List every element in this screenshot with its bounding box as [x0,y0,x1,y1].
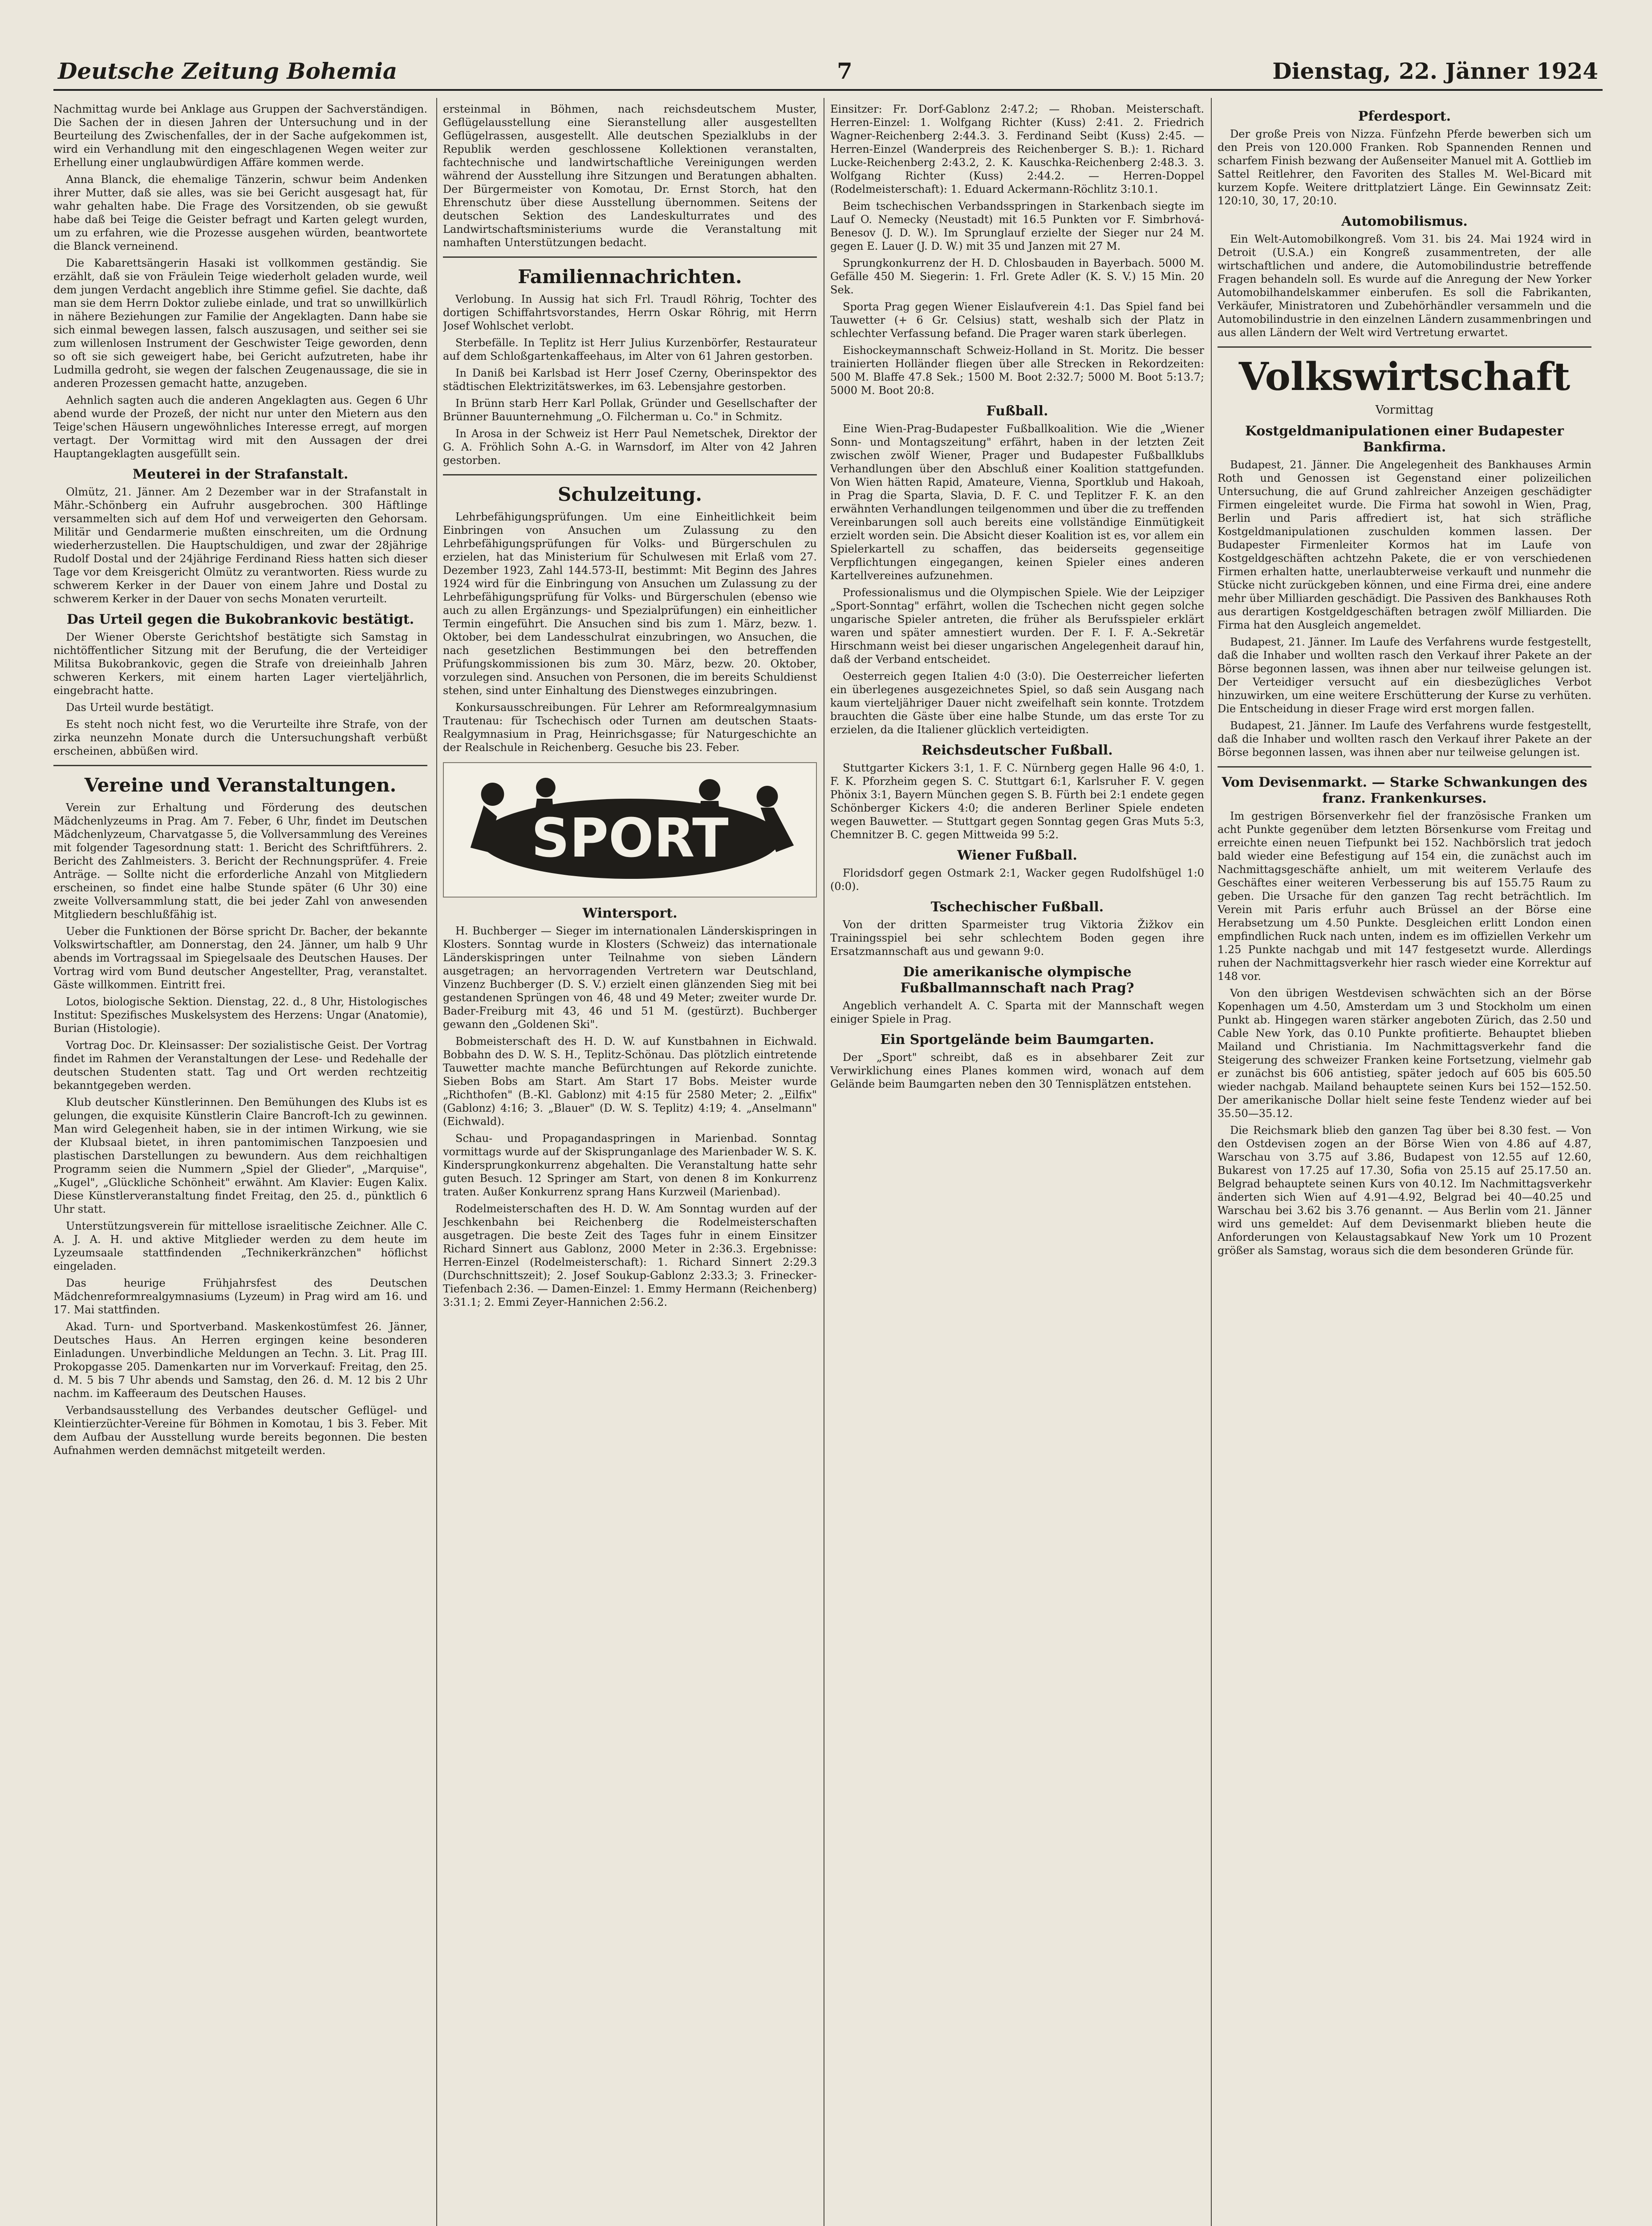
sport-illustration [443,762,817,898]
article-paragraph: In Daniß bei Karlsbad ist Herr Josef Czerny, Oberinspektor des städtischen Elektrizitätswerkes, im 63. Lebensjahre gestorben. [443,367,817,393]
article-paragraph: Verein zur Erhaltung und Förderung des deutschen Mädchenlyzeums in Prag. Am 7. Feber, 6 Uhr, findet im Deutschen Mädchenlyzeum, Charvatgasse 5, die Vollversammlung des Vereines mit folgender Tagesordnung statt: 1. Bericht des Schriftführers. 2. Bericht des Zahlmeisters. 3. Bericht der Rechnungsprüfer. 4. Freie Anträge. — Sollte nicht die erforderliche Anzahl von Mitgliedern erscheinen, so findet eine halbe Stunde später (6 Uhr 30) eine zweite Vollversammlung statt, die bei jeder Zahl von anwesenden Mitgliedern beschlußfähig ist. [53,801,427,921]
column-rule [1211,98,1212,2226]
article-paragraph: Floridsdorf gegen Ostmark 2:1, Wacker gegen Rudolfshügel 1:0 (0:0). [830,867,1204,893]
column-1 [53,102,427,2226]
article-paragraph: Budapest, 21. Jänner. Im Laufe des Verfahrens wurde festgestellt, daß die Inhaber und wollten rasch den Verkauf ihrer Pakete an der Börse begonnen lassen, was ihnen aber nur teilweise gelungen ist. [1218,719,1591,759]
article-paragraph: Verlobung. In Aussig hat sich Frl. Traudl Röhrig, Tochter des dortigen Schiffahrtsvorstandes, Herrn Oskar Röhrig, mit Herrn Josef Wohlschet verlobt. [443,293,817,332]
headline-pferde: Pferdesport. [1358,109,1451,124]
headline-winter: Wintersport. [582,906,678,921]
article-paragraph: In Arosa in der Schweiz ist Herr Paul Nemetschek, Direktor der G. A. Fröhlich Sohn A.-G. in Warnsdorf, im Alter von 42 Jahren gestorben. [443,427,817,467]
article-paragraph: Sprungkonkurrenz der H. D. Chlosbauden in Bayerbach. 5000 M. Gefälle 450 M. Siegerin: 1. Frl. Grete Adler (K. S. V.) 15 Min. 20 Sek. [830,257,1204,296]
headline-auto: Automobilismus. [1341,214,1468,229]
article-paragraph: Einsitzer: Fr. Dorf-Gablonz 2:47.2; — Rhoban. Meisterschaft. Herren-Einzel: 1. Wolfgang Richter (Kuss) 2:41. 2. Friedrich Wagner-Reichenberg 2:44.3. 3. Ferdinand Seibt (Kuss) 2:45. — Herren-Einzel (Wanderpreis des Reichenberger S. B.): 1. Richard Lucke-Reichenberg 2:43.2, 2. K. Kauschka-Reichenberg 2:48.3. 3. Wolfgang Richter (Kuss) 2:44.2. — Herren-Doppel (Rodelmeisterschaft): 1. Eduard Ackermann-Röchlitz 3:10.1. [830,103,1204,195]
section-title-familie: Familiennachrichten. [518,266,742,288]
headline-kostgeld: Kostgeldmanipulationen einer Budapester Bankfirma. [1245,423,1564,455]
article-paragraph: In Brünn starb Herr Karl Pollak, Gründer und Gesellschafter der Brünner Bauunternehmung „O. Filcherman u. Co." in Schmitz. [443,397,817,423]
article-paragraph: Schau- und Propagandaspringen in Marienbad. Sonntag vormittags wurde auf der Skisprunganlage des Marienbader W. S. K. Kindersprungkonkurrenz abgehalten. Die Veranstaltung hatte sehr guten Besuch. 12 Springer am Start, von denen 8 im Konkurrenz traten. Außer Konkurrenz sprang Hans Kurzweil (Marienbad). [443,1132,817,1198]
page-number: 7 [837,58,852,84]
article-paragraph: Professionalismus und die Olympischen Spiele. Wie der Leipziger „Sport-Sonntag" erfährt, wollen die Tschechen nicht gegen solche ungarische Spieler antreten, die früher als Berufsspieler erklärt waren und später amnestiert wurden. Der F. I. F. A.-Sekretär Hirschmann weist bei dieser ungarischen Angelegenheit darauf hin, daß der Verband entscheidet. [830,586,1204,666]
column-3 [830,102,1204,2226]
article-paragraph: Sporta Prag gegen Wiener Eislaufverein 4:1. Das Spiel fand bei Tauwetter (+ 6 Gr. Celsius) statt, weshalb sich der Platz in schlechter Verfassung befand. Die Prager waren stark überlegen. [830,301,1204,340]
article-paragraph: Beim tschechischen Verbandsspringen in Starkenbach siegte im Lauf O. Nemecky (Neustadt) mit 16.5 Punkten vor F. Simbrhová-Benesov (J. D. W.). Im Sprunglauf erzielte der Sieger nur 24 M. gegen E. Lauer (J. D. W.) mit 35 und Janzen mit 27 M. [830,200,1204,252]
article-paragraph: Sterbefälle. In Teplitz ist Herr Julius Kurzenbörfer, Restaurateur auf dem Schloßgartenkaffeehaus, im Alter von 61 Jahren gestorben. [443,337,817,362]
headline-urteil: Das Urteil gegen die Bukobrankovic bestätigt. [66,612,414,627]
article-paragraph: Vortrag Doc. Dr. Kleinsasser: Der sozialistische Geist. Der Vortrag findet im Rahmen der Veranstaltungen der Lese- und Redehalle der deutschen Studenten statt. Tag und Ort werden rechtzeitig bekanntgegeben werden. [53,1039,427,1092]
article-paragraph: Das Urteil wurde bestätigt. [66,701,214,714]
article-paragraph: Das heurige Frühjahrsfest des Deutschen Mädchenreformrealgymnasiums (Lyzeum) in Prag wird am 16. und 17. Mai stattfinden. [53,1277,427,1316]
issue-date: Dienstag, 22. Jänner 1924 [1272,58,1598,84]
article-paragraph: Lehrbefähigungsprüfungen. Um eine Einheitlichkeit beim Einbringen von Ansuchen um Zulassung zu den Lehrbefähigungsprüfungen für Volks- und Bürgerschulen zu erzielen, hat das Ministerium für Schulwesen mit Erlaß vom 27. Dezember 1923, Zahl 144.573-II, bestimmt: Mit Beginn des Jahres 1924 wird für die Einbringung von Ansuchen um Zulassung zu der Lehrbefähigungsprüfung für Volks- und Bürgerschulen (ebenso wie auch zu allen Ergänzungs- und Spezialprüfungen) ein einheitlicher Termin eingeführt. Die Ansuchen sind bis zum 1. März, bezw. 1. Oktober, bei dem Landesschulrat einzubringen, wo Ansuchen, die nach gesetzlichen Bestimmungen bei den betreffenden Prüfungskommissionen bis zum 30. März, bezw. 20. Oktober, vorzulegen sind. Ansuchen von Personen, die im bereits Schuldienst stehen, sind unter Einhaltung des Dienstweges einzubringen. [443,511,817,697]
article-paragraph: Von den übrigen Westdevisen schwächten sich an der Börse Kopenhagen um 4.50, Amsterdam um 3 und Stockholm um einen Punkt ab. Hingegen waren stärker angeboten Zürich, das 2.50 und Cable New York, das 0.10 Punkte profitierte. Behauptet blieben Mailand und Christiania. Im Nachmittagsverkehr fand die Steigerung des schweizer Franken keine Fortsetzung, vielmehr gab er zunächst bis 606 antistieg, später jedoch auf 605 bis 605.50 wieder nachgab. Mailand behauptete seinen Kurs bei 152—152.50. Der amerikanische Dollar hielt seine feste Tendenz wieder auf bei 35.50—35.12. [1218,987,1591,1120]
article-paragraph: Angeblich verhandelt A. C. Sparta mit der Mannschaft wegen einiger Spiele in Prag. [830,999,1204,1025]
article-paragraph: Es steht noch nicht fest, wo die Verurteilte ihre Strafe, von der zirka neunzehn Monate durch die Untersuchungshaft verbüßt erscheinen, abbüßen wird. [53,718,427,757]
article-paragraph: Anna Blanck, die ehemalige Tänzerin, schwur beim Andenken ihrer Mutter, daß sie alles, was sie bei Gericht ausgesagt hat, für wahr gehalten habe. Die Frage des Vorsitzenden, ob sie gewußt habe daß bei Teige die Geister befragt und Karten gelegt wurden, um zu erfahren, wie die Prozesse ausgehen würden, beantwortete die Blanck verneinend. [53,173,427,252]
section-title-vereine: Vereine und Veranstaltungen. [84,774,397,796]
article-paragraph: Der große Preis von Nizza. Fünfzehn Pferde bewerben sich um den Preis von 120.000 Franken. Rob Spannenden Rennen und scharfem Finish bezwang der Außenseiter Manuel mit A. Gottlieb im Sattel Reitlehrer, den Favoriten des Stalles M. Wel-Bicard mit kurzem Kopfe. Weitere drittplatziert Länge. Ein Gewinnsatz Zeit: 120:10, 30, 17, 20:10. [1218,128,1591,207]
article-paragraph: Aehnlich sagten auch die anderen Angeklagten aus. Gegen 6 Uhr abend wurde der Prozeß, der nicht nur unter den Mietern aus den Teige'schen Häusern ungewöhnliches Interesse erregt, auf morgen vertagt. Der Vormittag wird mit den Aussagen der drei Hauptangeklagten ausgefüllt sein. [53,394,427,460]
article-paragraph: Stuttgarter Kickers 3:1, 1. F. C. Nürnberg gegen Halle 96 4:0, 1. F. K. Pforzheim gegen S. C. Stuttgart 6:1, Karlsruher F. V. gegen Phönix 3:1, Bayern München gegen S. B. Fürth bei 2:1 endete gegen Schönberger Kickers 4:0; die anderen Berliner Spiele endeten wegen Bauwetter. — Stuttgart gegen Sonntag gegen Gras Muts 5:3, Chemnitzer B. C. gegen Mittweida 99 5:2. [830,762,1204,841]
headline-tsch: Tschechischer Fußball. [930,899,1104,915]
section-divider [443,256,817,258]
headline-olymp: Die amerikanische olympische Fußballmannschaft nach Prag? [900,964,1134,996]
article-paragraph: Eishockeymannschaft Schweiz-Holland in St. Moritz. Die besser trainierten Holländer fliegen über alle Strecken in Rekordzeiten: 500 M. Blaffe 47.8 Sek.; 1500 M. Boot 2:32.7; 5000 M. Boot 5:13.7; 5000 M. Boot 20:8. [830,344,1204,397]
article-paragraph: Unterstützungsverein für mittellose israelitische Zeichner. Alle C. A. J. A. H. und aktive Mitglieder werden zu dem heute im Lyzeumsaale stattfindenden „Technikerkränzchen" höflichst eingeladen. [53,1220,427,1272]
article-paragraph: Die Reichsmark blieb den ganzen Tag über bei 8.30 fest. — Von den Ostdevisen zogen an der Börse Wien von 4.86 auf 4.87, Warschau von 3.75 auf 3.86, Budapest von 12.55 auf 12.60, Bukarest von 17.25 auf 17.30, Sofia von 25.15 auf 25.17.50 an. Belgrad behauptete seinen Kurs von 40.12. Im Nachmittagsverkehr änderten sich Wien auf 4.91—4.92, Belgrad bei 40—40.25 und Warschau bei 3.62 bis 3.76 genannt. — Aus Berlin vom 21. Jänner wird uns gemeldet: Auf dem Devisenmarkt blieben heute die Anforderungen von Kelaustagsabkauf New York um 10 Prozent größer als Samstag, woraus sich die dem besonderen Gründe für. [1218,1124,1591,1257]
column-2 [443,102,817,2226]
section-divider [1218,346,1591,348]
sport-word: SPORT [531,807,729,870]
article-paragraph: ersteinmal in Böhmen, nach reichsdeutschem Muster, Geflügelausstellung eine Sieranstellung aller ausgestellten Geflügelrassen, ausgestellt. Alle deutschen Spezialklubs in der Republik werden geschlossene Kollektionen veranstalten, fachtechnische und landwirtschaftliche Vereinigungen werden während der Ausstellung ihre Sitzungen und Beratungen abhalten. Der Bürgermeister von Komotau, Dr. Ernst Storch, hat den Ehrenschutz über diese Ausstellung übernommen. Seitens der deutschen Sektion des Landeskulturrates und des Landwirtschaftsministeriums wurde die Veranstaltung mit namhaften Unterstützungen bedacht. [443,103,817,249]
page-header [53,49,1603,91]
section-divider [443,474,817,475]
article-paragraph: Bobmeisterschaft des H. D. W. auf Kunstbahnen in Eichwald. Bobbahn des D. W. S. H., Teplitz-Schönau. Das plötzlich eintretende Tauwetter machte manche Befürchtungen auf Rekorde zunichte. Sieben Bobs am Start. Am Start 17 Bobs. Meister wurde „Richthofen" (B.-Kl. Gablonz) mit 4:15 für 2580 Meter; 2. „Eilfix" (Gablonz) 4:16; 3. „Blauer" (D. W. S. Teplitz) 4:19; 4. „Anselmann" (Eichwald). [443,1035,817,1128]
headline-meuterei: Meuterei in der Strafanstalt. [132,467,349,482]
article-paragraph: Lotos, biologische Sektion. Dienstag, 22. d., 8 Uhr, Histologisches Institut: Spezifisches Muskelsystem des Herzens: Ungar (Anatomie), Burian (Histologie). [53,995,427,1035]
headline-wiener: Wiener Fußball. [957,848,1077,863]
article-paragraph: Akad. Turn- und Sportverband. Maskenkostümfest 26. Jänner, Deutsches Haus. An Herren ergingen keine besonderen Einladungen. Unverbindliche Meldungen an Techn. 3. Lit. Prag III. Prokopgasse 205. Damenkarten nur im Vorverkauf: Freitag, den 25. d. M. 5 bis 7 Uhr abends und Samstag, den 26. d. M. 12 bis 2 Uhr nachm. im Kaffeeraum des Deutschen Hauses. [53,1320,427,1400]
section-subtitle: Vormittag [1375,403,1434,417]
column-4 [1218,102,1591,2226]
section-title-schule: Schulzeitung. [558,483,702,505]
article-paragraph: Ein Welt-Automobilkongreß. Vom 31. bis 24. Mai 1924 wird in Detroit (U.S.A.) ein Kongreß zusammentreten, der alle wirtschaftlichen und andere, die Automobilindustrie betreffende Fragen behandeln soll. Es wurde auf die Anregung der New Yorker Automobilhandelskammer einberufen. Es soll die Fabrikanten, Verkäufer, Ministratoren und Zubehörhändler versammeln und die Automobilindustrie in den einzelnen Ländern zusammenbringen und aus allen Ländern der Welt wird Vertretung erwartet. [1218,233,1591,339]
article-paragraph: Rodelmeisterschaften des H. D. W. Am Sonntag wurden auf der Jeschkenbahn bei Reichenberg die Rodelmeisterschaften ausgetragen. Die beste Zeit des Tages fuhr in einem Einsitzer Richard Sinnert aus Gablonz, 2000 Meter in 2:36.3. Ergebnisse: Herren-Einzel (Rodelmeisterschaft): 1. Richard Sinnert 2:29.3 (Durchschnittszeit); 2. Josef Soukup-Gablonz 2:33.3; 3. Frinecker-Tiefenbach 2:36. — Damen-Einzel: 1. Emmy Hermann (Reichenberg) 3:31.1; 2. Emmi Zeyer-Hannichen 2:56.2. [443,1202,817,1308]
article-paragraph: Die Kabarettsängerin Hasaki ist vollkommen geständig. Sie erzählt, daß sie von Fräulein Teige wiederholt geladen wurde, weil dem jungen Verdacht angeblich ihre Stimme gefiel. Sie dachte, daß man sie dem Herrn Doktor zuliebe einlade, und trat so unwillkürlich in nähere Beziehungen zur Familie der Angeklagten. Dann habe sie sich einmal bewegen lassen, falsch auszusagen, und seither sei sie zum willenlosen Instrument der Geschwister Teige geworden, denn so oft sie sich geweigert habe, bei Gericht aufzutreten, habe ihr Ludmilla gedroht, sie wegen der falschen Zeugenaussage, die sie in anderen Prozessen gemacht hatte, anzugeben. [53,257,427,390]
article-paragraph: Im gestrigen Börsenverkehr fiel der französische Franken um acht Punkte gegenüber dem letzten Börsenkurse vom Freitag und erreichte einen neuen Tiefpunkt bei 152. Nachbörslich trat jedoch bald wieder eine Befestigung auf 154 ein, die zunächst auch im Nachmittagsgeschäfte anhielt, um mit weiterem Verlaufe des Geschäftes einer weiteren Verbesserung bis auf 155.75 Raum zu geben. Die Ursache für den ganzen Tag recht beträchtlich. Im Verein mit Paris erfuhr auch Brüssel an der Börse eine Herabsetzung um 4.50 Punkte. Desgleichen erlitt London einen empfindlichen Ruck nach unten, indem es im offiziellen Verkehr um 1.25 Punkte nachgab und mit 147 festgesetzt wurde. Allerdings ruhen der Nachmittagsverkehr hier rasch wieder eine Korrektur auf 148 vor. [1218,810,1591,983]
headline-ski: Ein Sportgelände beim Baumgarten. [880,1032,1154,1048]
article-paragraph: Eine Wien-Prag-Budapester Fußballkoalition. Wie die „Wiener Sonn- und Montagszeitung" erfährt, haben in der letzten Zeit zwischen zwölf Wiener, Prager und Budapester Fußballklubs Verhandlungen über den Abschluß einer Koalition stattgefunden. Von Wien hätten Rapid, Amateure, Vienna, Sportklub und Hakoah, in Prag die Sparta, Slavia, D. F. C. und Teplitzer F. K. an den erwähnten Verhandlungen teilgenommen und über die zu treffenden Vereinbarungen soll auch bereits eine vollständige Einmütigkeit erzielt worden sein. Die Absicht dieser Koalition ist es, vor allem ein Spielerkartell zu schaffen, das beiderseits gegenseitige Verpflichtungen eingegangen, keinen Spieler eines anderen Kartellvereines aufzunehmen. [830,422,1204,582]
article-paragraph: H. Buchberger — Sieger im internationalen Länderskispringen in Klosters. Sonntag wurde in Klosters (Schweiz) das internationale Länderskispringen unter Teilnahme von sieben Ländern ausgetragen; an hervorragenden Vertretern war Deutschland, Vinzenz Buchberger (D. S. V.) erzielt einen glänzenden Sieg mit bei gestandenen Sprüngen von 46, 48 und 49 Meter; zweiter wurde Dr. Bader-Freiburg mit 43, 46 und 51 M. (gestürzt). Buchberger gewann den „Goldenen Ski". [443,925,817,1031]
section-divider [53,765,427,766]
article-paragraph: Verbandsausstellung des Verbandes deutscher Geflügel- und Kleintierzüchter-Vereine für Böhmen in Komotau, 1 bis 3. Feber. Mit dem Aufbau der Ausstellung wurde bereits begonnen. Die besten Aufnahmen werden demnächst mitgeteilt werden. [53,1404,427,1457]
article-paragraph: Konkursausschreibungen. Für Lehrer am Reformrealgymnasium Trautenau: für Tschechisch oder Turnen am deutschen Staats-Realgymnasium in Prag, Heinrichsgasse; für Naturgeschichte an der Realschule in Reichenberg. Gesuche bis 23. Feber. [443,701,817,754]
column-rule [436,98,437,2226]
section-divider [1218,766,1591,768]
article-paragraph: Nachmittag wurde bei Anklage aus Gruppen der Sachverständigen. Die Sachen der in diesen Jahren der Untersuchung und in der Beurteilung des Zwischenfalles, der in der Sache aufgekommen ist, wird ein Verhandlung mit den eingeschlagenen Wegen weiter zur Erhellung einer unglaubwürdigen Affäre kommen werde. [53,103,427,169]
article-paragraph: Budapest, 21. Jänner. Im Laufe des Verfahrens wurde festgestellt, daß die Inhaber und wollten rasch den Verkauf ihrer Pakete an der Börse begonnen lassen, was ihnen aber nur teilweise gelungen ist. Der Verteidiger versucht auf ein diesbezügliches Verbot hinzuwirken, um eine weitere Erschütterung der Kurse zu verhüten. Die Entscheidung in dieser Frage wird erst morgen fallen. [1218,636,1591,715]
article-paragraph: Olmütz, 21. Jänner. Am 2 Dezember war in der Strafanstalt in Mähr.-Schönberg ein Aufruhr ausgebrochen. 300 Häftlinge versammelten sich auf dem Hof und verweigerten den Gehorsam. Militär und Gendarmerie mußten einschreiten, um die Ordnung wiederherzustellen. Die Hauptschuldigen, und zwar der 28jährige Rudolf Dostal und der 24jährige Ferdinand Riess hatten sich dieser Tage vor dem Kreisgericht Olmütz zu verantworten. Riess wurde zu schwerem Kerker in der Dauer von einem Jahre und Dostal zu schwerem Kerker in der Dauer von sechs Monaten verurteilt. [53,486,427,605]
article-paragraph: Klub deutscher Künstlerinnen. Den Bemühungen des Klubs ist es gelungen, die exquisite Künstlerin Claire Bancroft-Ich zu gewinnen. Man wird Gelegenheit haben, sie in der intimen Wirkung, wie sie der Klubsaal bietet, in ihren pantomimischen Tanzpoesien und plastischen Darstellungen zu bewundern. Aus dem reichhaltigen Programm seien die Nummern „Spiel der Glieder", „Marquise", „Kugel", „Glückliche Schönheit" erwähnt. Am Klavier: Eugen Kalix. Diese Künstlerveranstaltung findet Freitag, den 25. d., pünktlich 6 Uhr statt. [53,1096,427,1215]
article-paragraph: Der Wiener Oberste Gerichtshof bestätigte sich Samstag in nichtöffentlicher Sitzung mit der Berufung, die der Verteidiger Militsa Bukobrankovic, gegen die Strafe von dreieinhalb Jahren schweren Kerkers, mit einem harten Lager vierteljährlich, eingebracht hatte. [53,631,427,697]
paper-name: Deutsche Zeitung Bohemia [58,58,398,84]
article-paragraph: Oesterreich gegen Italien 4:0 (3:0). Die Oesterreicher lieferten ein überlegenes ausgezeichnetes Spiel, so daß sein Ausgang nach kaum vierteljähriger Dauer nicht zweifelhaft sein konnte. Trotzdem brauchten die Gäste über eine halbe Stunde, um das erste Tor zu erzielen, da die Italiener glücklich verteidigten. [830,670,1204,736]
section-title-volkswirtschaft: Volkswirtschaft [1238,354,1571,399]
headline-devisen: Vom Devisenmarkt. — Starke Schwankungen des franz. Frankenkurses. [1222,775,1587,806]
headline-fussball: Fußball. [986,403,1048,419]
article-paragraph: Der „Sport" schreibt, daß es in absehbarer Zeit zur Verwirklichung eines Planes kommen wird, wonach auf dem Gelände beim Baumgarten neben den 30 Tennisplätzen entstehen. [830,1051,1204,1090]
article-paragraph: Von der dritten Sparmeister trug Viktoria Žižkov ein Trainingsspiel bei sehr schlechtem Boden gegen ihre Ersatzmannschaft aus und gewann 9:0. [830,918,1204,958]
sport-figures-icon [444,763,816,897]
headline-reich: Reichsdeutscher Fußball. [921,743,1113,758]
article-paragraph: Budapest, 21. Jänner. Die Angelegenheit des Bankhauses Armin Roth und Genossen ist Gegenstand einer polizeilichen Untersuchung, die auf Grund zahlreicher Anzeigen geschädigter Firmen eingeleitet wurde. Die Firma hat sowohl in Wien, Prag, Berlin und Paris affrediert ist, hat sich sträfliche Kostgeldmanipulationen zuschulden kommen lassen. Der Budapester Firmenleiter Kormos hat im Laufe von Kostgeldgeschäften achtzehn Pakete, die er von verschiedenen Firmen erhalten hatte, unerlaubterweise verkauft und nunmehr die Stücke nicht zurückgeben können, und eine Firma drei, eine andere mehr über Milliarden geschädigt. Die Passiven des Bankhauses Roth aus derartigen Kostgeldgeschäften betragen zwölf Milliarden. Die Firma hat den Ausgleich angemeldet. [1218,459,1591,631]
article-paragraph: Ueber die Funktionen der Börse spricht Dr. Bacher, der bekannte Volkswirtschaftler, am Donnerstag, den 24. Jänner, um halb 9 Uhr abends im Vortragssaal im Spiegelsaale des Deutschen Hauses. Der Vortrag wird vom Bund deutscher Angestellter, Prag, veranstaltet. Gäste willkommen. Eintritt frei. [53,925,427,991]
